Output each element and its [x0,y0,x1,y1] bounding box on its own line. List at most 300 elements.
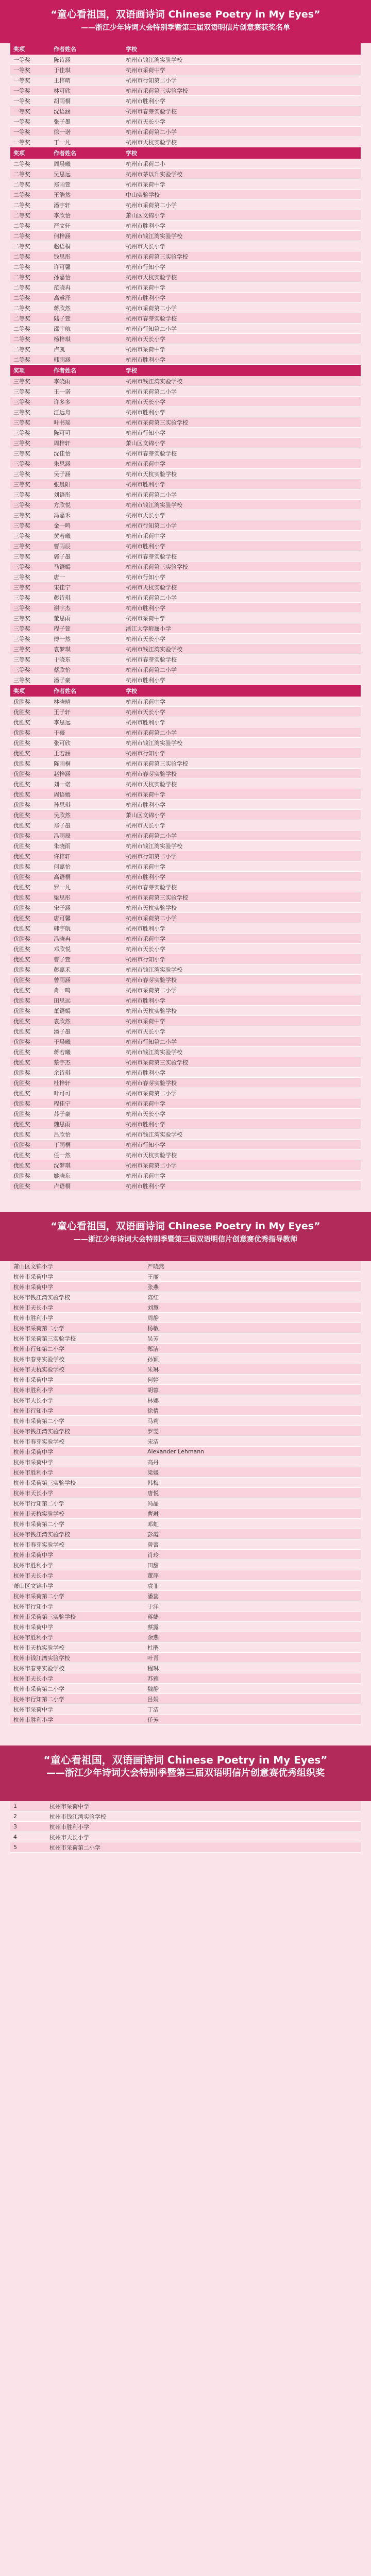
prize-cell: 三等奖 [10,613,50,623]
school-cell: 萧山区文锦小学 [10,1581,144,1591]
prize-cell: 优胜奖 [10,1119,50,1129]
prize-cell: 三等奖 [10,520,50,531]
name-cell: 唐可馨 [50,913,123,923]
table-row [10,303,361,313]
school-cell: 杭州市行知小学 [123,572,361,582]
school-cell: 杭州市天长小学 [123,1109,361,1119]
table-row [10,810,361,820]
school-cell: 杭州市采荷中学 [123,789,361,800]
school-cell: 杭州市胜利小学 [123,541,361,551]
name-cell: 陈雨桐 [50,758,123,769]
table-row [10,1037,361,1047]
table-row [10,293,361,303]
name-cell: 陆子萱 [50,313,123,324]
prize-cell: 三等奖 [10,551,50,562]
school-cell: 萧山区文锦小学 [123,210,361,221]
table-row [10,159,361,169]
name-cell: 高睿泽 [50,293,123,303]
name-cell: 魏思雨 [50,1119,123,1129]
prize-cell: 一等奖 [10,75,50,86]
school-cell: 杭州市采荷第二小学 [123,831,361,841]
table-row [10,1653,361,1663]
school-cell: 杭州市胜利小学 [10,1313,144,1323]
school-cell: 杭州市采荷第三实验学校 [10,1478,144,1488]
table-row [10,1457,361,1467]
school-cell: 杭州市采荷第二小学 [123,127,361,137]
prize-cell: 二等奖 [10,231,50,241]
name-cell: 韩宇航 [50,923,123,934]
name-cell: 韩雨涵 [50,354,123,365]
school-cell: 杭州市天杭实验学校 [123,1150,361,1160]
school-cell: 杭州市行知小学 [123,748,361,758]
school-cell: 杭州市采荷中学 [123,1171,361,1181]
school-cell: 杭州市钱江湾实验学校 [123,964,361,975]
name-cell: 苏子豪 [50,1109,123,1119]
table-row [10,1385,361,1395]
school-cell: 杭州市行知小学 [123,428,361,438]
school-cell: 杭州市天杭实验学校 [123,582,361,592]
table-row [10,127,361,137]
school-cell: 杭州市采荷二小 [123,159,361,169]
table-row [10,1467,361,1478]
name-cell: 潘子豪 [50,675,123,685]
table-row [10,592,361,603]
name-cell: 金一鸣 [50,520,123,531]
prize-cell: 优胜奖 [10,995,50,1006]
teacher-cell: 田甜 [144,1560,361,1570]
table-row [10,137,361,147]
table-row [10,654,361,665]
table-row [10,1109,361,1119]
school-cell: 杭州市采荷中学 [123,65,361,75]
table-row [10,1150,361,1160]
table-row [10,882,361,892]
school-cell: 杭州市天杭实验学校 [123,469,361,479]
school-cell: 杭州市采荷中学 [10,1375,144,1385]
table-row [10,417,361,428]
prize-cell: 一等奖 [10,116,50,127]
school-cell: 杭州市天杭实验学校 [123,272,361,282]
header-prize: 奖项 [10,43,50,55]
school-cell: 杭州市天长小学 [123,707,361,717]
school-cell: 杭州市胜利小学 [10,1560,144,1570]
table-row [10,428,361,438]
name-cell: 罗一凡 [50,882,123,892]
prize-cell: 优胜奖 [10,975,50,985]
school-cell: 杭州市胜利小学 [10,1385,144,1395]
prize-cell: 二等奖 [10,221,50,231]
table-row [10,1426,361,1436]
name-cell: 任一然 [50,1150,123,1160]
name-cell: 周晨曦 [50,159,123,169]
header-prize: 奖项 [10,685,50,697]
table-row [10,397,361,407]
prize-cell: 二等奖 [10,334,50,344]
table-row [10,603,361,613]
name-cell: 邵宇航 [50,324,123,334]
school-cell: 杭州市采荷第三实验学校 [10,1333,144,1344]
school-cell: 杭州市行知第二小学 [10,1344,144,1354]
prize-cell: 三等奖 [10,603,50,613]
school-cell: 杭州市采荷中学 [123,531,361,541]
prize-cell: 优胜奖 [10,892,50,903]
table-row [10,438,361,448]
table-row [10,407,361,417]
prize-cell: 优胜奖 [10,1026,50,1037]
table-row [10,717,361,727]
prize-cell: 一等奖 [10,106,50,116]
school-cell: 杭州市春芽实验学校 [123,882,361,892]
school-cell: 杭州市春芽实验学校 [123,448,361,459]
school-cell: 杭州市钱江湾实验学校 [123,376,361,386]
name-cell: 马语嫣 [50,562,123,572]
school-cell: 杭州市采荷中学 [10,1622,144,1632]
school-cell: 杭州市钱江湾实验学校 [46,1811,361,1822]
name-cell: 冯嘉禾 [50,510,123,520]
school-cell: 杭州市胜利小学 [123,872,361,882]
name-cell: 冯雨辰 [50,831,123,841]
prize-cell: 三等奖 [10,386,50,397]
table-row [10,1529,361,1539]
header-school: 学校 [123,365,361,377]
table-row [10,1632,361,1642]
name-cell: 蒋若曦 [50,1047,123,1057]
school-cell: 杭州市采荷第三实验学校 [123,758,361,769]
prize-cell: 二等奖 [10,272,50,282]
name-cell: 潘子墨 [50,1026,123,1037]
table-row [10,1098,361,1109]
name-cell: 陈诗涵 [50,55,123,65]
organization-table [10,1801,361,1853]
school-cell: 杭州市春芽实验学校 [123,1078,361,1088]
prize-cell: 优胜奖 [10,913,50,923]
name-cell: 吴欣然 [50,810,123,820]
school-cell: 杭州市胜利小学 [123,354,361,365]
index-cell: 5 [10,1842,46,1853]
header-name: 作者姓名 [50,685,123,697]
prize-cell: 优胜奖 [10,872,50,882]
prize-cell: 二等奖 [10,324,50,334]
teacher-cell: 宋洁 [144,1436,361,1447]
school-cell: 杭州市采荷中学 [123,613,361,623]
table-row [10,758,361,769]
table-row [10,1026,361,1037]
table-row [10,562,361,572]
table-row [10,190,361,200]
school-cell: 杭州市钱江湾实验学校 [123,738,361,748]
table-row [10,1663,361,1673]
prize-cell: 三等奖 [10,634,50,644]
name-cell: 卢凯 [50,344,123,354]
name-cell: 曹雨辰 [50,541,123,551]
table-row [10,1684,361,1694]
school-cell: 杭州市采荷第二小学 [123,489,361,500]
school-cell: 杭州市春芽实验学校 [123,975,361,985]
table-row [10,179,361,190]
table-row [10,520,361,531]
table-row [10,1801,361,1811]
table-row [10,531,361,541]
header-prize: 奖项 [10,365,50,377]
table-row [10,324,361,334]
school-cell: 杭州市胜利小学 [10,1467,144,1478]
table-row [10,1694,361,1704]
name-cell: 赵语桐 [50,241,123,251]
school-cell: 杭州市天杭实验学校 [123,1006,361,1016]
name-cell: 王梓萌 [50,75,123,86]
name-cell: 刘一诺 [50,779,123,789]
school-cell: 杭州市胜利小学 [123,1119,361,1129]
table-row [10,489,361,500]
school-cell: 杭州市采荷第三实验学校 [123,892,361,903]
school-cell: 杭州市胜利小学 [123,293,361,303]
table-row [10,344,361,354]
prize-cell: 二等奖 [10,179,50,190]
name-cell: 胡雨桐 [50,96,123,106]
prize-cell: 三等奖 [10,397,50,407]
school-cell: 杭州市春芽实验学校 [123,313,361,324]
school-cell: 杭州市钱江湾实验学校 [10,1529,144,1539]
school-cell: 杭州市天杭实验学校 [10,1509,144,1519]
prize-cell: 三等奖 [10,623,50,634]
prize-cell: 优胜奖 [10,831,50,841]
table-row [10,707,361,717]
prize-cell: 二等奖 [10,200,50,210]
table-row [10,1354,361,1364]
school-cell: 杭州市采荷第三实验学校 [123,562,361,572]
school-cell: 杭州市采荷第三实验学校 [123,251,361,262]
school-cell: 杭州市天杭实验学校 [123,779,361,789]
table-row [10,861,361,872]
prize-cell: 优胜奖 [10,923,50,934]
table-row [10,231,361,241]
prize-cell: 三等奖 [10,407,50,417]
school-cell: 杭州市采荷中学 [10,1447,144,1457]
school-cell: 杭州市天长小学 [123,820,361,831]
name-cell: 吴思远 [50,169,123,179]
header-name: 作者姓名 [50,43,123,55]
school-cell: 杭州市春芽实验学校 [10,1354,144,1364]
teacher-cell: 叶青 [144,1653,361,1663]
table-row [10,1375,361,1385]
table-row [10,96,361,106]
school-cell: 杭州市采荷第二小学 [46,1842,361,1853]
prize-cell: 三等奖 [10,479,50,489]
table-row [10,1539,361,1550]
teacher-cell: 邓虹 [144,1519,361,1529]
table-row [10,386,361,397]
teacher-cell: 严晓燕 [144,1261,361,1272]
table-row [10,697,361,707]
prize-cell: 三等奖 [10,675,50,685]
table-row [10,541,361,551]
school-cell: 杭州市行知小学 [123,262,361,272]
table-row [10,1478,361,1488]
school-cell: 杭州市采荷第二小学 [123,985,361,995]
table-row [10,1591,361,1601]
prize-cell: 一等奖 [10,86,50,96]
teacher-cell: 刘慧 [144,1302,361,1313]
table-row [10,1282,361,1292]
table-row [10,1160,361,1171]
table-row [10,1181,361,1191]
name-cell: 范晓冉 [50,282,123,293]
name-cell: 叶书瑶 [50,417,123,428]
school-cell: 杭州市钱江湾实验学校 [10,1426,144,1436]
name-cell: 肖一鸣 [50,985,123,995]
school-cell: 杭州市钱江湾实验学校 [123,644,361,654]
school-cell: 杭州市采荷中学 [10,1704,144,1715]
name-cell: 朱晓雨 [50,841,123,851]
teacher-cell: 苏雅 [144,1673,361,1684]
school-cell: 浙江大学附属小学 [123,623,361,634]
school-cell: 中山实验学校 [123,190,361,200]
name-cell: 何嘉怡 [50,861,123,872]
name-cell: 许多多 [50,397,123,407]
teacher-cell: 魏静 [144,1684,361,1694]
prize-cell: 二等奖 [10,282,50,293]
prize-cell: 优胜奖 [10,882,50,892]
prize-cell: 优胜奖 [10,717,50,727]
name-cell: 杜梓轩 [50,1078,123,1088]
prize-cell: 优胜奖 [10,697,50,707]
table-row [10,1140,361,1150]
prize-cell: 优胜奖 [10,707,50,717]
prize-cell: 三等奖 [10,489,50,500]
prize-cell: 三等奖 [10,459,50,469]
school-cell: 杭州市行知第二小学 [123,324,361,334]
prize-cell: 优胜奖 [10,1088,50,1098]
teacher-cell: 马莉 [144,1416,361,1426]
name-cell: 林晓晴 [50,697,123,707]
prize-cell: 三等奖 [10,592,50,603]
header-name: 作者姓名 [50,147,123,159]
table-row [10,1057,361,1067]
teacher-cell: 韩梅 [144,1478,361,1488]
name-cell: 袁欣然 [50,1016,123,1026]
school-cell: 杭州市天杭实验学校 [10,1642,144,1653]
teacher-cell: 朱琳 [144,1364,361,1375]
table-row [10,1811,361,1822]
table-row [10,738,361,748]
prize-cell: 优胜奖 [10,1140,50,1150]
prize-cell: 三等奖 [10,562,50,572]
prize-cell: 优胜奖 [10,861,50,872]
index-cell: 4 [10,1832,46,1842]
teacher-cell: 肖玲 [144,1550,361,1560]
prize-cell: 优胜奖 [10,1181,50,1191]
school-cell: 杭州市采荷第三实验学校 [123,86,361,96]
prize-cell: 优胜奖 [10,1047,50,1057]
prize-cell: 三等奖 [10,469,50,479]
table-header-row [10,685,361,697]
teacher-cell: 梁媛 [144,1467,361,1478]
table-row [10,1292,361,1302]
table-row [10,665,361,675]
name-cell: 李晓雨 [50,376,123,386]
school-cell: 杭州市胜利小学 [123,995,361,1006]
school-cell: 杭州市天长小学 [123,241,361,251]
prize-cell: 优胜奖 [10,748,50,758]
prize-cell: 优胜奖 [10,820,50,831]
name-cell: 彭诗琪 [50,592,123,603]
table-row [10,613,361,623]
name-cell: 袁梦琪 [50,644,123,654]
name-cell: 王浩然 [50,190,123,200]
prize-cell: 二等奖 [10,303,50,313]
table-row [10,820,361,831]
teacher-cell: Alexander Lehmann [144,1447,361,1457]
school-cell: 杭州市钱江湾实验学校 [123,231,361,241]
teacher-cell: 杜鹃 [144,1642,361,1653]
school-cell: 杭州市采荷第二小学 [10,1684,144,1694]
table-row [10,116,361,127]
name-cell: 谢宇杰 [50,603,123,613]
school-cell: 杭州市行知小学 [123,954,361,964]
name-cell: 彭嘉禾 [50,964,123,975]
table-row [10,1405,361,1416]
name-cell: 郑雨萱 [50,179,123,190]
prize-cell: 优胜奖 [10,758,50,769]
prize-cell: 三等奖 [10,665,50,675]
teacher-cell: 潘蕊 [144,1591,361,1601]
school-cell: 杭州市行知第二小学 [123,75,361,86]
name-cell: 田思远 [50,995,123,1006]
school-cell: 杭州市胜利小学 [123,221,361,231]
table-row [10,675,361,685]
table-row [10,841,361,851]
name-cell: 程子萱 [50,623,123,634]
name-cell: 董语嫣 [50,1006,123,1016]
table-row [10,1261,361,1272]
school-cell: 杭州市天长小学 [10,1570,144,1581]
prize-cell: 优胜奖 [10,810,50,820]
name-cell: 刘语彤 [50,489,123,500]
teacher-cell: 唐悦 [144,1488,361,1498]
prize-cell: 二等奖 [10,190,50,200]
school-cell: 杭州市天长小学 [46,1832,361,1842]
prize-cell: 优胜奖 [10,985,50,995]
table-row [10,448,361,459]
table-row [10,1344,361,1354]
name-cell: 丁一凡 [50,137,123,147]
school-cell: 杭州市天长小学 [123,634,361,644]
table-row [10,1498,361,1509]
name-cell: 周梓轩 [50,438,123,448]
teacher-cell: 曹琳 [144,1509,361,1519]
prize-cell: 优胜奖 [10,934,50,944]
table-row [10,1395,361,1405]
table-row [10,1715,361,1725]
table-row [10,1560,361,1570]
table-row [10,1272,361,1282]
name-cell: 傅一然 [50,634,123,644]
table-row [10,1078,361,1088]
school-cell: 杭州市行知小学 [10,1405,144,1416]
school-cell: 萧山区文锦小学 [123,810,361,820]
school-cell: 杭州市采荷中学 [46,1801,361,1811]
name-cell: 蒋欣然 [50,303,123,313]
table-row [10,262,361,272]
name-cell: 董思雨 [50,613,123,623]
school-cell: 杭州市采荷中学 [123,1016,361,1026]
prize-cell: 一等奖 [10,127,50,137]
table-row [10,313,361,324]
name-cell: 李欣怡 [50,210,123,221]
table-row [10,892,361,903]
school-cell: 杭州市胜利小学 [123,717,361,727]
table-row [10,964,361,975]
